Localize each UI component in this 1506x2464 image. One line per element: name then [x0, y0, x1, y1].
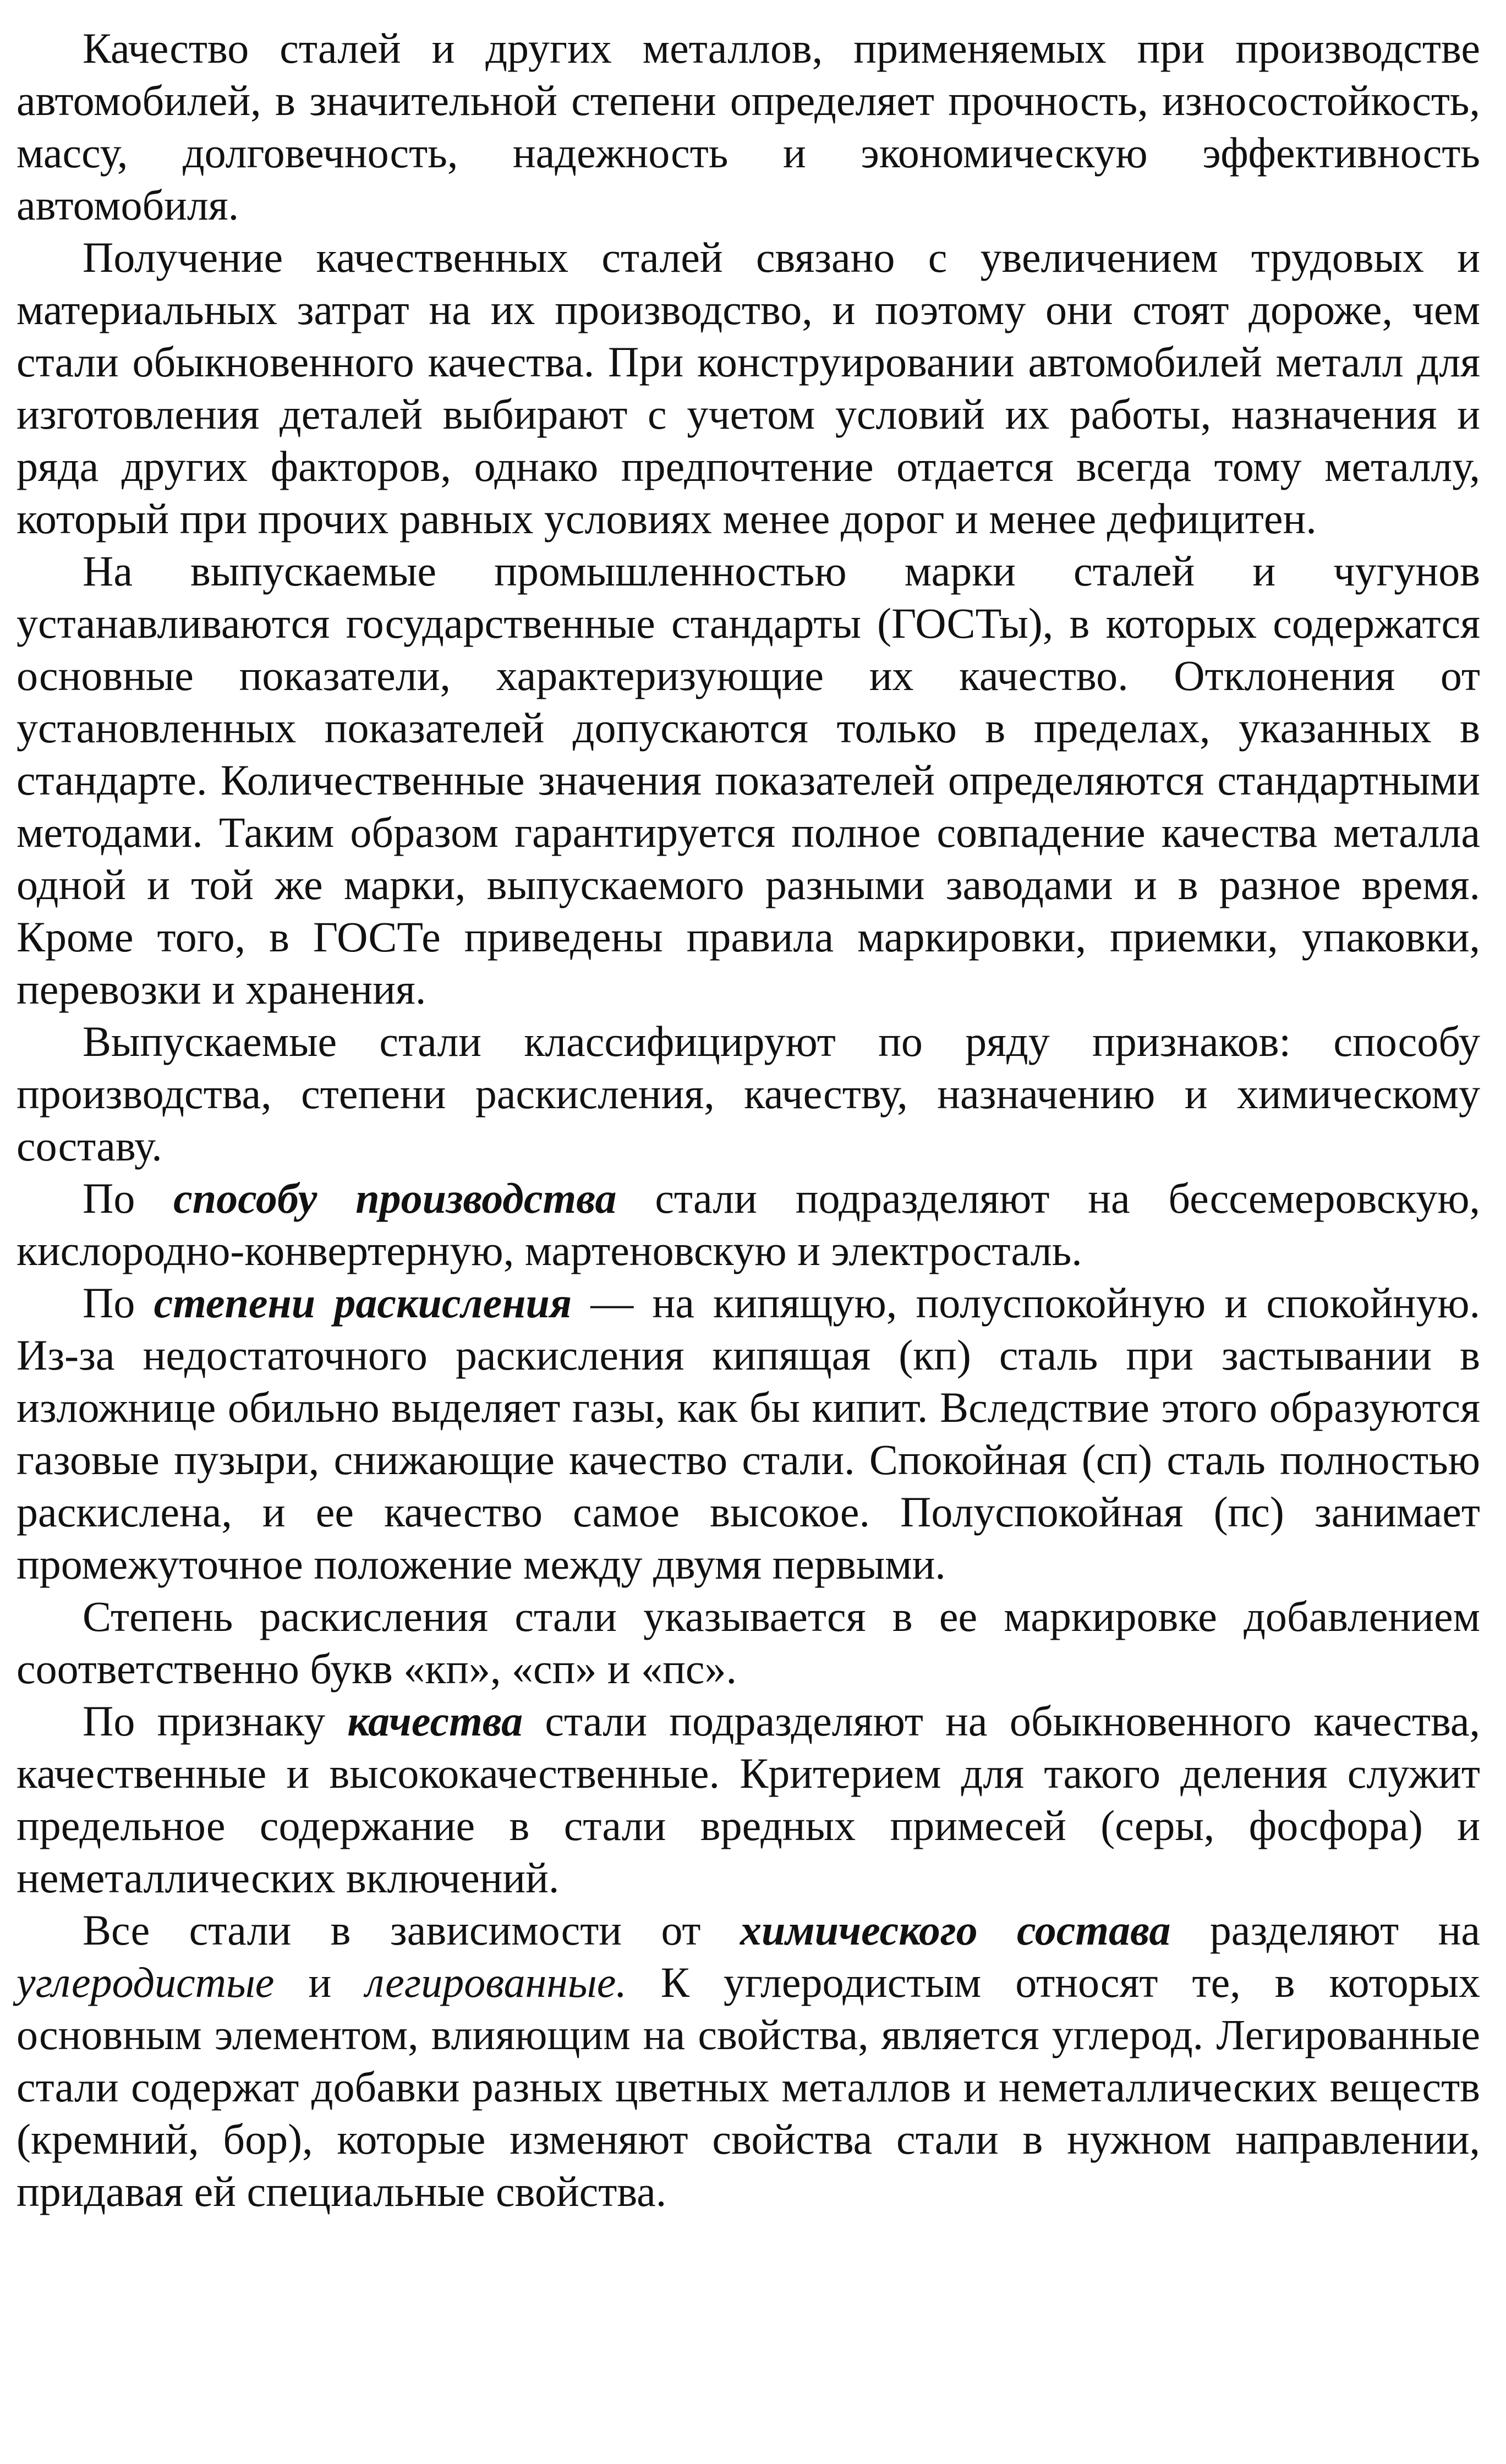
paragraph-text: и — [274, 1958, 366, 2006]
paragraph-text: — на кипящую, полуспокойную и спокойную. Из-за недостаточного раскисления кипящая (кп) сталь при застывании в изложнице обильно выделяет газы, как бы кипит. Вследствие этого образуются газовые пузыри, снижающие качество стали. Спокойная (сп) сталь полностью раскислена, и ее качество самое высокое. Полуспокойная (пс) занимает промежуточное положение между двумя первыми. — [17, 1279, 1480, 1588]
paragraph-2 — [17, 231, 1480, 545]
document-page — [17, 22, 1480, 2217]
paragraph-8 — [17, 1695, 1480, 1904]
paragraph-text: По — [83, 1174, 174, 1222]
paragraph-text: разделяют на — [1170, 1906, 1480, 1954]
paragraph-6 — [17, 1277, 1480, 1590]
paragraph-text: Получение качественных сталей связано с увеличением трудовых и материальных затрат на их производство, и поэтому они стоят дороже, чем стали обыкновенного качества. При конструировании автомобилей металл для изготовления деталей выбирают с учетом условий их работы, назначения и ряда других факторов, однако предпочтение отдается всегда тому металлу, который при прочих равных условиях менее дорог и менее дефицитен. — [17, 233, 1480, 543]
emphasized-term: качества — [347, 1697, 523, 1745]
paragraph-text: По признаку — [83, 1697, 348, 1745]
paragraph-text: К углеродистым относят те, в которых основным элементом, влияющим на свойства, является углерод. Легированные стали содержат добавки разных цветных металлов и неметаллических веществ (кремний, бор), которые изменяют свойства стали в нужном направлении, придавая ей специальные свойства. — [17, 1958, 1480, 2215]
paragraph-text: На выпускаемые промышленностью марки сталей и чугунов устанавливаются государственные стандарты (ГОСТы), в которых содержатся основные показатели, характеризующие их качество. Отклонения от установленных показателей допускаются только в пределах, указанных в стандарте. Количественные значения показателей определяются стандартными методами. Таким образом гарантируется полное совпадение качества металла одной и той же марки, выпускаемого разными заводами и в разное время. Кроме того, в ГОСТе приведены правила маркировки, приемки, упаковки, перевозки и хранения. — [17, 547, 1480, 1013]
emphasized-term: способу производства — [173, 1174, 617, 1222]
paragraph-text: Качество сталей и других металлов, применяемых при производстве автомобилей, в значительной степени определяет прочность, износостойкость, массу, долговечность, надежность и экономическую эффективность автомобиля. — [17, 24, 1480, 229]
italic-term: легированные. — [365, 1958, 627, 2006]
paragraph-5 — [17, 1172, 1480, 1277]
italic-term: углеродистые — [17, 1958, 275, 2006]
emphasized-term: химического состава — [740, 1906, 1171, 1954]
paragraph-text: Степень раскисления стали указывается в ее маркировке добавлением соответственно букв «кп», «сп» и «пс». — [17, 1592, 1480, 1693]
paragraph-text: Выпускаемые стали классифицируют по ряду признаков: способу производства, степени раскисления, качеству, назначению и химическому составу. — [17, 1017, 1480, 1170]
paragraph-3 — [17, 545, 1480, 1015]
paragraph-9 — [17, 1904, 1480, 2217]
paragraph-text: По — [83, 1279, 154, 1327]
paragraph-text: Все стали в зависимости от — [83, 1906, 740, 1954]
paragraph-text: стали подразделяют на бессемеровскую, кислородно-конвертерную, мартеновскую и электросталь. — [17, 1174, 1480, 1274]
paragraph-text: стали подразделяют на обыкновенного качества, качественные и высококачественные. Критерием для такого деления служит предельное содержание в стали вредных примесей (серы, фосфора) и неметаллических включений. — [17, 1697, 1480, 1902]
emphasized-term: степени раскисления — [154, 1279, 572, 1327]
paragraph-7 — [17, 1590, 1480, 1695]
paragraph-4 — [17, 1015, 1480, 1172]
paragraph-1 — [17, 22, 1480, 231]
